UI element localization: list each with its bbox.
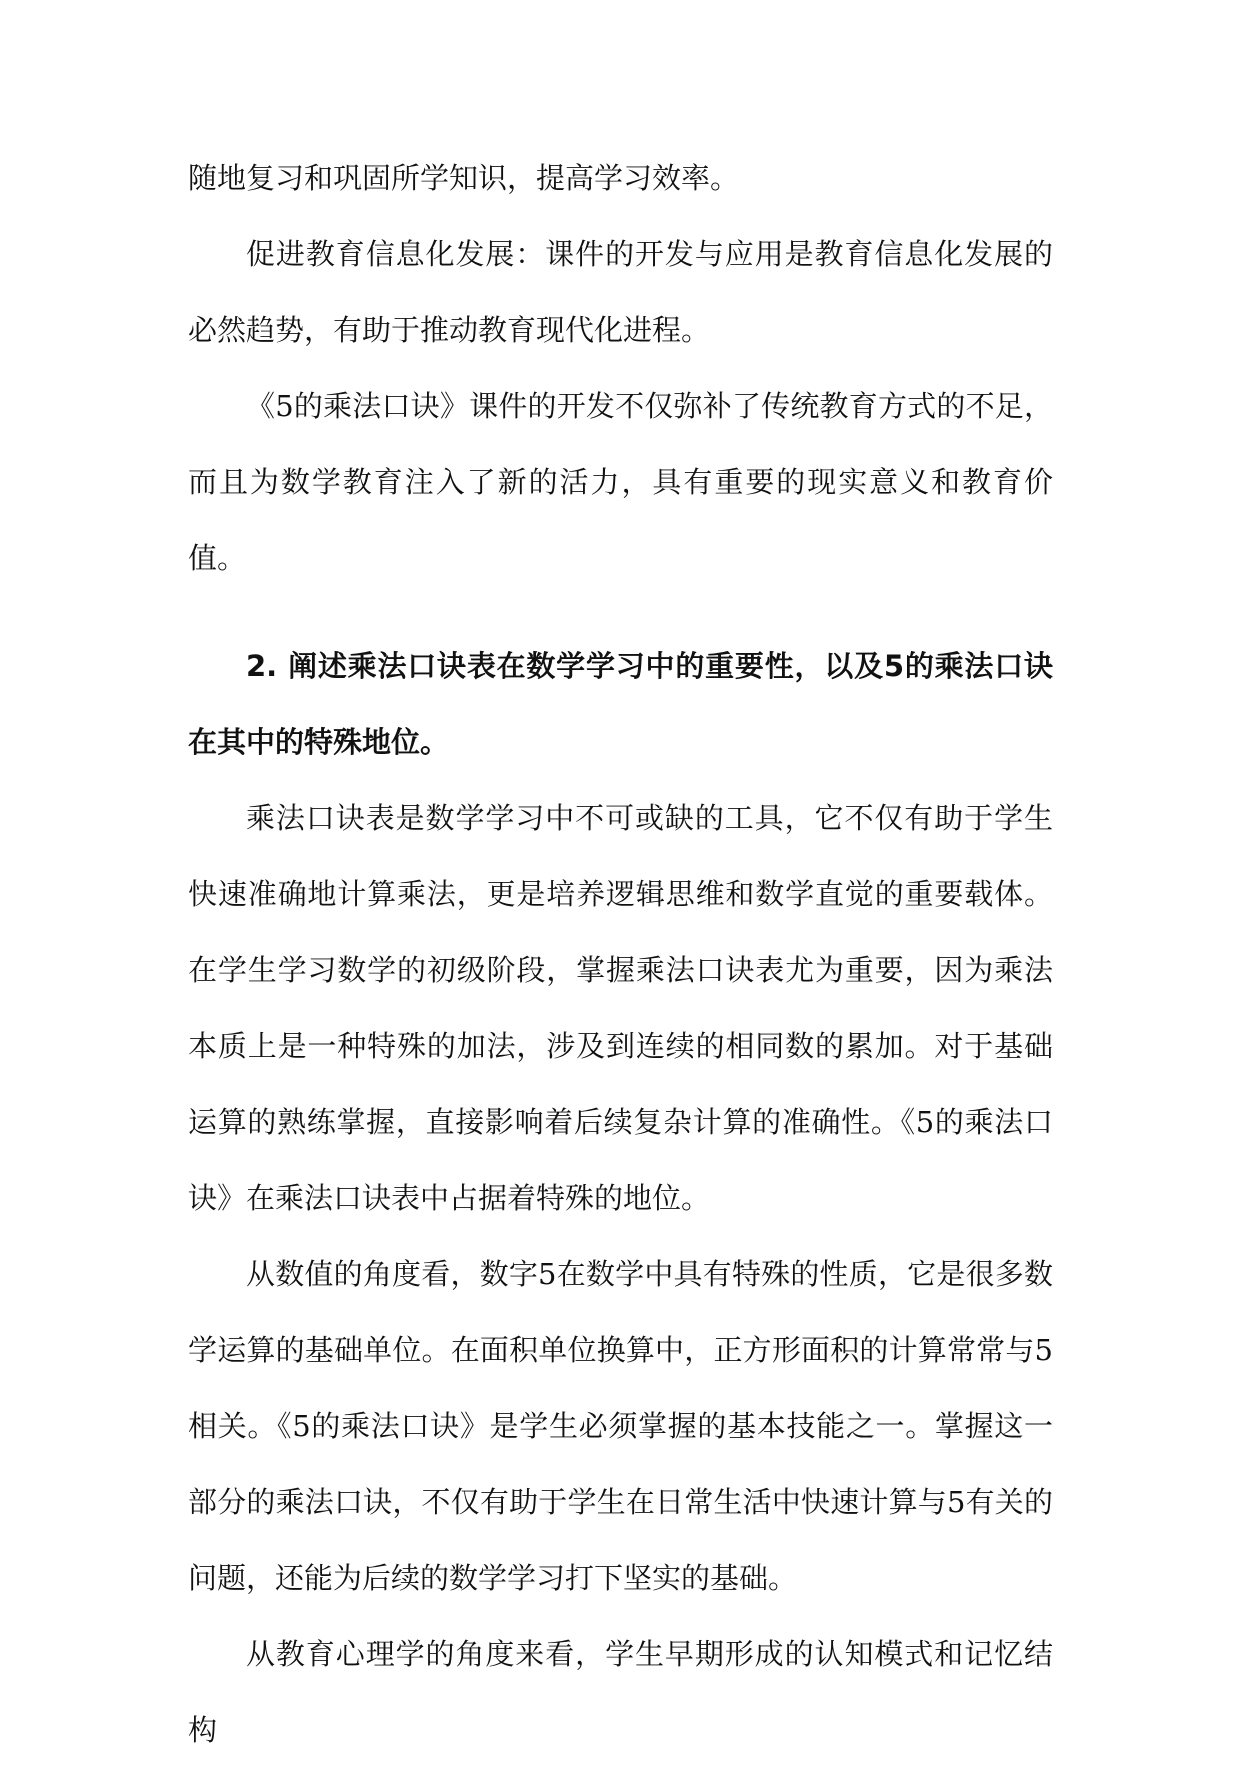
paragraph-number-five: 从数值的角度看，数字5在数学中具有特殊的性质，它是很多数学运算的基础单位。在面积单位换算中，正方形面积的计算常常与5相关。《5的乘法口诀》是学生必须掌握的基本技能之一。掌握这一部分的乘法口诀，不仅有助于学生在日常生活中快速计算与5有关的问题，还能为后续的数学学习打下坚实的基础。 [188, 1257, 1053, 1595]
section-heading: 2. 阐述乘法口诀表在数学学习中的重要性，以及5的乘法口诀在其中的特殊地位。 [188, 649, 1053, 759]
paragraph-multiplication-table: 乘法口诀表是数学学习中不可或缺的工具，它不仅有助于学生快速准确地计算乘法，更是培养逻辑思维和数学直觉的重要载体。在学生学习数学的初级阶段，掌握乘法口诀表尤为重要，因为乘法本质上是一种特殊的加法，涉及到连续的相同数的累加。对于基础运算的熟练掌握，直接影响着后续复杂计算的准确性。《5的乘法口诀》在乘法口诀表中占据着特殊的地位。 [188, 801, 1053, 1215]
document-body [188, 140, 1053, 1768]
paragraph-informatization: 促进教育信息化发展：课件的开发与应用是教育信息化发展的必然趋势，有助于推动教育现代化进程。 [188, 237, 1053, 347]
paragraph-courseware-value: 《5的乘法口诀》课件的开发不仅弥补了传统教育方式的不足，而且为数学教育注入了新的活力，具有重要的现实意义和教育价值。 [188, 389, 1053, 575]
paragraph-continued: 随地复习和巩固所学知识，提高学习效率。 [188, 161, 740, 195]
paragraph-psychology: 从教育心理学的角度来看，学生早期形成的认知模式和记忆结构 [188, 1637, 1053, 1747]
